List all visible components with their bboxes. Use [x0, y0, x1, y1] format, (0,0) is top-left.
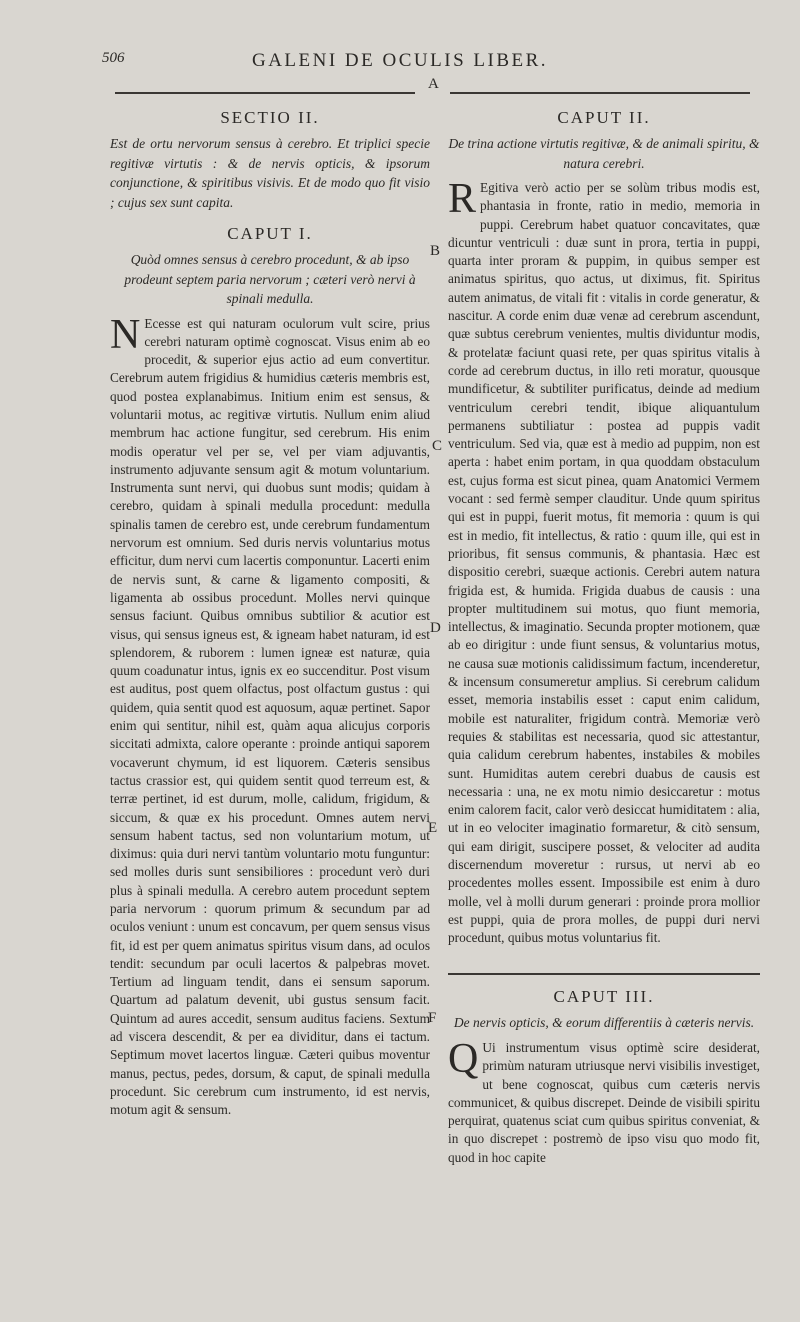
chapter-2-summary: De trina actione virtutis regitivæ, & de animali spiritu, & natura cerebri. [448, 136, 760, 171]
section-summary: Est de ortu nervorum sensus à cerebro. Et triplici specie regitivæ virtutis : & de nervis opticis, & ipsorum conjunctione, & spiritibus visivis. Et de modo quo fit visio ; cujus sex sunt capita. [110, 136, 430, 210]
margin-letter-f: F [428, 1010, 437, 1026]
chapter-3-heading: CAPUT III. [553, 987, 655, 1007]
header-rule-left [115, 92, 415, 94]
drop-cap: R [448, 176, 477, 222]
chapter-1-summary: Quòd omnes sensus à cerebro procedunt, & ab ipso prodeunt septem paria nervorum ; cæteri verò nervi à spinali medulla. [124, 252, 416, 306]
chapter-2-heading: CAPUT II. [557, 108, 651, 127]
right-column [448, 108, 760, 1167]
chapter-1-heading: CAPUT I. [227, 224, 313, 243]
margin-letter-d: D [430, 620, 441, 636]
chapter-1-text: Ecesse est qui naturam oculorum vult scire, prius cerebri naturam optimè cognoscat. Visus enim ab eo procedit, & superior ejus actio ad eum convertitur. Cerebrum autem frigidius & humidius cæteris membris est, quod postea explanabimus. Initium enim est sensus, & voluntarii motus, ac regitivæ virtutis. Nullum enim aliud membrum hac actione fungitur, sed cerebrum. His enim modis operatur vel per se, vel per viam adjuvantis, instrumento adjuvante sensum agit & motum voluntarium. Instrumenta sunt nervi, qui duobus sunt modis; quidam à cerebro, quidam à spinali medulla procedunt: medulla spinalis tamen de cerebro est, unde cerebrum fundamentum nervorum est omnium. Sed duris nervis voluntarius motus efficitur, dum nervi cum lacertis componuntur. Lacerti enim de nervis sunt, & carne & ligamento compositi, & ligamenta ab ossibus procedunt. Molles nervi quinque sensus faciunt. Quibus omnibus subtilior & acutior est visus, qui sensus igneus est, & igneam habet naturam, id est splendorem, & ruborem : lumen igneæ est naturæ, quia quum coadunatur intus, ignis ex eo succenditur. Post visum est auditus, post quem olfactus, post olfactum gustus : qui quidem, quia sentit quod est aquosum, aquæ pertinet. Sapor enim qui sentitur, nihil est, quàm aqua alicujus corporis siccitati admixta, calore operante : proinde antiqui saporem vocaverunt chymum, id est liquorem. Cæteris sensibus tactus crassior est, qui quidem sentit quod terreum est, & terræ pertinet, id est durum, molle, calidum, frigidum, & siccum, & quæ ex his procedunt. Omnes autem nervi sensum habent tactus, sed non voluntarium motum, ut diximus: quia duri nervi tantùm voluntario motu funguntur: sed molles duris sunt sensibiliores : procedunt verò duri plus à spinali medulla. A cerebro autem procedunt septem paria nervorum : quorum primum & secundum par ad oculos veniunt : unum est concavum, per quem sensus visus fit, id est per quem animatus spiritus visum dans, ad oculos tendit: secundum par oculi lacertos & palpebras movet. Tertium ad linguam tendit, dans ei sensum saporum. Quartum ad palatum devenit, ubi gustus sensum facit. Quintum ad aures accedit, sensum auditus faciens. Sextum ad viscera descendit, & per ea dividitur, dans ei tactum. Septimum movet lacertos linguæ. Cæteri quibus moventur manus, pectus, pedes, dorsum, & caput, de spinali medulla procedunt. Sic cerebrum cum instrumento, id est nervis, motum agit & sensum. [110, 315, 430, 1118]
margin-letter-e: E [428, 820, 438, 836]
chapter-3-text: Ui instrumentum visus optimè scire desiderat, primùm naturam utriusque nervi visibilis investiget, ut bene cognoscat, quibus cum cæteris nervis communicet, & quibus discrepet. Deinde de visibili spiritu perquirat, quatenus sciat cum quibus spiritus conveniat, & in quo discrepet : postremò de ipso visu quo modo fit, quod in hoc capite [448, 1039, 760, 1165]
chapter-2-text: Egitiva verò actio per se solùm tribus modis est, phantasia in fronte, ratio in medio, memoria in puppi. Cerebrum habet quatuor concavitates, quæ dicuntur ventriculi : duæ sunt in prora, tertia in puppi, quarta inter proram & puppim, in quibus semper est animatus spiritus, quo actus, ut diximus, fit. Spiritus autem animatus, de vitali fit : vitalis in corde generatur, & nascitur. A corde enim duæ venæ ad cerebrum ascendunt, quæ subtus cerebrum venientes, multis dividuntur modis, & protelatæ faciunt quasi rete, per quas spiritus vitalis à corde ad cerebrum ductus, in illo reti moratur, quousque mundificetur, & subtiliter purificatus, deinde ad medium ventriculum cerebri tendit, ibique aliquantulum permanens subtiliatur : postea ad puppis vadit ventriculum. Sed via, quæ est à medio ad puppim, non est aperta : habet enim portam, in qua quoddam obstaculum est, cujus forma est sicut pinea, quam Anatomici Vermem vocant : sed fermè semper clauditur. Unde quum spiritus qui est in puppi, fuerit motus, fit memoria : quum is qui est in medio, fit intellectus, & ratio : quum ille, qui est in prioribus, fit sensus communis, & phantasia. Hæc est dispositio cerebri, suæque actionis. Cerebri autem natura frigida est, & humida. Frigida duabus de causis : una propter multitudinem sui motus, quo fiunt memoria, intellectus, & imaginatio. Secunda propter motionem, quæ ab eo dirigitur : unde fiunt sensus, & voluntarius motus, ne causa suæ motionis calidissimum factum, incenderetur, & incensum consumeretur amplius. Si cerebrum calidum esset, memoria instabilis esset : caput enim calidum, mobile est naturaliter, frigidum contrà. Memoriæ verò requies & stabilitas est necessaria, quod sic attestantur, quia calidum cerebrum habentes, instabiles & mobiles sunt. Humiditas autem cerebri duabus de causis est necessaria : una, ne ex motu nimio desiccaretur : motus enim calorem facit, calor verò desiccat humiditatem : alia, ut in eo velociter imaginatio formaretur, & citò sensum, qui eam dirigit, suscipere posset, & velociter ad audita discernendum moveretur : rursus, ut nervi ab eo procedentes molles essent. Impossibile est enim à duro molle, vel à molli durum generari : proinde prora mollior est puppi, quia de prora molles, de puppi duri nervi procedunt, quibus motus voluntarius fit. [448, 180, 760, 946]
margin-letter-c: C [432, 438, 443, 454]
chapter-separator-rule [448, 973, 760, 975]
drop-cap: Q [448, 1035, 479, 1082]
left-column [110, 108, 430, 1120]
drop-cap: N [110, 311, 141, 358]
section-heading: SECTIO II. [220, 108, 320, 127]
running-head: GALENI DE OCULIS LIBER. [251, 50, 549, 71]
chapter-3-body [448, 1035, 760, 1167]
margin-letter-b: B [430, 243, 441, 259]
chapter-1-body [110, 311, 430, 1120]
page-number: 506 [102, 50, 125, 66]
margin-letter-a: A [428, 76, 439, 92]
header-rule-right [450, 92, 750, 94]
chapter-2-body [448, 176, 760, 947]
chapter-3-summary: De nervis opticis, & eorum differentiis à cæteris nervis. [453, 1015, 755, 1031]
